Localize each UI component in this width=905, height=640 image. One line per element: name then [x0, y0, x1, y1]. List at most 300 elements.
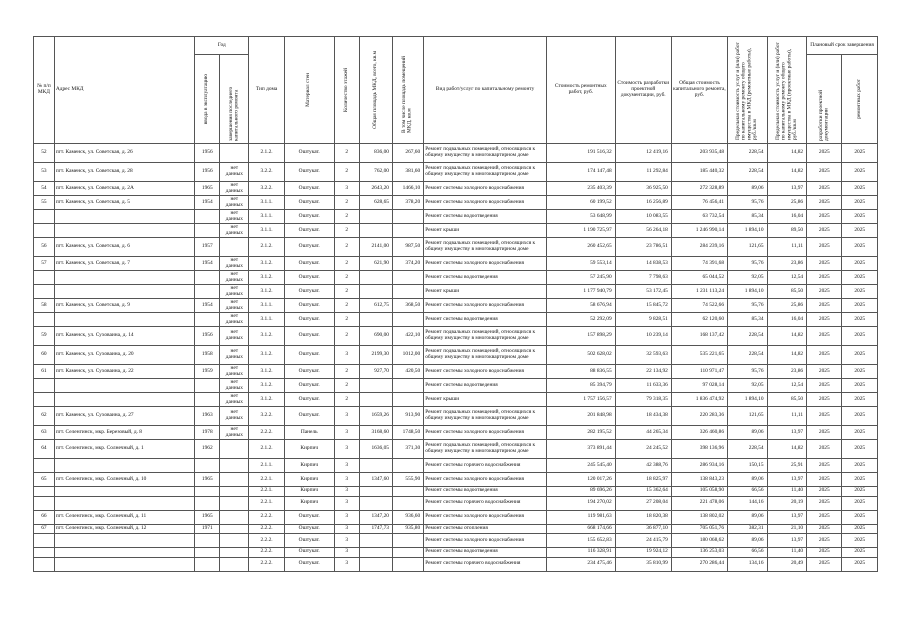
cell-t2: 2025 [842, 299, 878, 313]
cell-t1: 2025 [807, 440, 842, 459]
cell-num [34, 459, 55, 473]
cell-design: 10 083,55 [615, 210, 671, 224]
cell-fl: 3 [334, 407, 359, 426]
cell-parea [392, 224, 423, 238]
cell-type: 3.1.2. [249, 379, 284, 393]
cell-num: 61 [34, 365, 55, 379]
cell-total: 138 802,02 [671, 510, 727, 524]
cell-work: Ремонт системы холодного водоснабжения [424, 196, 547, 210]
cell-fl: 3 [334, 473, 359, 487]
cell-area: 612,75 [359, 299, 392, 313]
cell-lim2: 20,19 [767, 496, 807, 510]
cell-address: пгт. Каменск, ул. Советская, д. 7 [54, 257, 194, 271]
cell-design: 19 924,12 [615, 548, 671, 558]
table-row [34, 459, 878, 473]
cell-type: 2.2.2. [249, 548, 284, 558]
cell-t1: 2025 [807, 365, 842, 379]
cell-mat: Оштукат. [284, 534, 334, 548]
cell-type: 2.1.2. [249, 238, 284, 257]
cell-cost: 116 328,91 [547, 548, 616, 558]
cell-area [359, 548, 392, 558]
cell-num: 53 [34, 163, 55, 182]
cell-mat: Оштукат. [284, 346, 334, 365]
cell-design: 27 208,04 [615, 496, 671, 510]
cell-address: пгт. Каменск, ул. Советская, д. 6 [54, 238, 194, 257]
cell-address [54, 285, 194, 299]
cell-total: 220 283,36 [671, 407, 727, 426]
cell-area: 3168,60 [359, 426, 392, 440]
header-work-type: Вид работ/услуг по капитальному ремонту [424, 37, 547, 144]
cell-type: 2.2.1. [249, 487, 284, 497]
header-planned-term: Плановый срок завершения [807, 37, 878, 55]
cell-num [34, 210, 55, 224]
cell-fl: 2 [334, 365, 359, 379]
cell-type: 2.2.2. [249, 524, 284, 534]
cell-total: 286 934,16 [671, 459, 727, 473]
cell-y2: нет данных [220, 346, 249, 365]
cell-work: Ремонт системы горячего водоснабжения [424, 557, 547, 571]
cell-y2: нет данных [220, 407, 249, 426]
cell-lim2: 25,91 [767, 459, 807, 473]
cell-lim1: 228,54 [728, 144, 768, 163]
cell-y2: нет данных [220, 393, 249, 407]
cell-y2: нет данных [220, 426, 249, 440]
cell-mat: Оштукат. [284, 238, 334, 257]
cell-num [34, 313, 55, 327]
cell-num: 58 [34, 299, 55, 313]
cell-parea [392, 496, 423, 510]
cell-t2: 2025 [842, 440, 878, 459]
cell-t2: 2025 [842, 257, 878, 271]
cell-lim1: 1 894,10 [728, 393, 768, 407]
cell-area: 927,70 [359, 365, 392, 379]
header-wall-material: Материал стен [284, 37, 334, 144]
table-row [34, 557, 878, 571]
cell-num: 56 [34, 238, 55, 257]
cell-cost: 373 891,44 [547, 440, 616, 459]
cell-num [34, 534, 55, 548]
cell-design: 24 245,52 [615, 440, 671, 459]
cell-num [34, 393, 55, 407]
header-repair-cost: Стоимость ремонтных работ, руб. [547, 37, 616, 144]
cell-work: Ремонт системы водоотведения [424, 271, 547, 285]
cell-y1 [195, 487, 220, 497]
cell-lim2: 11,11 [767, 407, 807, 426]
cell-type: 3.1.2. [249, 365, 284, 379]
cell-lim1: 144,16 [728, 496, 768, 510]
cell-y1: 1963 [195, 407, 220, 426]
cell-parea: 422,10 [392, 327, 423, 346]
cell-t1: 2025 [807, 271, 842, 285]
cell-work: Ремонт подвальных помещений, относящихся к общему имуществу в многоквартирном доме [424, 327, 547, 346]
cell-total: 105 058,90 [671, 487, 727, 497]
cell-cost: 1 190 725,97 [547, 224, 616, 238]
cell-design: 10 239,14 [615, 327, 671, 346]
cell-parea: 267,60 [392, 144, 423, 163]
cell-t2: 2025 [842, 224, 878, 238]
cell-y1 [195, 271, 220, 285]
cell-y2 [220, 473, 249, 487]
cell-y2: нет данных [220, 379, 249, 393]
cell-mat: Кирпич [284, 496, 334, 510]
cell-lim1: 66,56 [728, 487, 768, 497]
cell-fl: 2 [334, 257, 359, 271]
cell-parea: 420,50 [392, 365, 423, 379]
cell-total: 76 456,41 [671, 196, 727, 210]
cell-type: 3.1.2. [249, 346, 284, 365]
cell-design: 79 318,35 [615, 393, 671, 407]
cell-y1 [195, 224, 220, 238]
cell-lim1: 1 894,10 [728, 285, 768, 299]
cell-num: 60 [34, 346, 55, 365]
cell-parea [392, 271, 423, 285]
cell-mat: Оштукат. [284, 557, 334, 571]
cell-y1 [195, 557, 220, 571]
cell-t2: 2025 [842, 557, 878, 571]
header-floors: Количество этажей [334, 37, 359, 144]
cell-cost: 1 177 940,79 [547, 285, 616, 299]
cell-area [359, 379, 392, 393]
cell-num: 63 [34, 426, 55, 440]
header-term-design: разработки проектной документации [807, 55, 842, 144]
cell-lim2: 14,82 [767, 440, 807, 459]
cell-cost: 234 475,46 [547, 557, 616, 571]
cell-y1 [195, 459, 220, 473]
cell-y1: 1954 [195, 299, 220, 313]
cell-y2 [220, 238, 249, 257]
cell-work: Ремонт подвальных помещений, относящихся к общему имуществу в многоквартирном доме [424, 238, 547, 257]
table-row [34, 534, 878, 548]
cell-num: 67 [34, 524, 55, 534]
header-num: № п/п МКД [34, 37, 55, 144]
cell-work: Ремонт крыши [424, 285, 547, 299]
cell-parea [392, 548, 423, 558]
cell-address: пгт. Каменск, ул. Суховаина, д. 14 [54, 327, 194, 346]
cell-total: 168 137,42 [671, 327, 727, 346]
cell-address: пгт. Селенгинск, мкр. Солнечный, д. 11 [54, 510, 194, 524]
cell-num: 52 [34, 144, 55, 163]
cell-work: Ремонт системы водоотведения [424, 487, 547, 497]
cell-mat: Оштукат. [284, 365, 334, 379]
cell-design: 18 820,38 [615, 510, 671, 524]
cell-parea: 935,80 [392, 524, 423, 534]
cell-area [359, 487, 392, 497]
cell-y1: 1978 [195, 426, 220, 440]
cell-lim1: 228,54 [728, 440, 768, 459]
table-row [34, 440, 878, 459]
cell-t1: 2025 [807, 299, 842, 313]
cell-type: 2.2.2. [249, 426, 284, 440]
cell-fl: 2 [334, 163, 359, 182]
cell-lim2: 13,97 [767, 426, 807, 440]
cell-cost: 52 292,09 [547, 313, 616, 327]
cell-fl: 2 [334, 196, 359, 210]
table-row [34, 196, 878, 210]
cell-work: Ремонт системы холодного водоснабжения [424, 365, 547, 379]
cell-area [359, 534, 392, 548]
cell-num [34, 271, 55, 285]
cell-address: пгт. Каменск, ул. Советская, д. 5 [54, 196, 194, 210]
cell-mat: Оштукат. [284, 393, 334, 407]
cell-area [359, 459, 392, 473]
cell-type: 3.2.2. [249, 407, 284, 426]
header-total-area: Общая площадь МКД, всего, кв.м [359, 37, 392, 144]
cell-lim1: 89,06 [728, 182, 768, 196]
cell-t2: 2025 [842, 496, 878, 510]
cell-work: Ремонт системы горячего водоснабжения [424, 496, 547, 510]
cell-total: 272 328,89 [671, 182, 727, 196]
cell-t1: 2025 [807, 524, 842, 534]
cell-work: Ремонт системы водоотведения [424, 379, 547, 393]
cell-design: 15 845,72 [615, 299, 671, 313]
cell-work: Ремонт системы водоотведения [424, 210, 547, 224]
cell-t2: 2025 [842, 144, 878, 163]
cell-parea: 371,30 [392, 440, 423, 459]
cell-total: 398 136,96 [671, 440, 727, 459]
cell-lim1: 228,54 [728, 327, 768, 346]
cell-work: Ремонт крыши [424, 224, 547, 238]
cell-total: 1 231 113,24 [671, 285, 727, 299]
table-row [34, 313, 878, 327]
cell-t1: 2025 [807, 224, 842, 238]
cell-total: 1 836 474,92 [671, 393, 727, 407]
cell-address [54, 534, 194, 548]
header-year: Год [195, 37, 249, 55]
cell-y2 [220, 557, 249, 571]
cell-lim1: 89,06 [728, 510, 768, 524]
cell-lim1: 85,34 [728, 313, 768, 327]
cell-num [34, 548, 55, 558]
cell-mat: Оштукат. [284, 224, 334, 238]
cell-y2: нет данных [220, 285, 249, 299]
cell-y2 [220, 487, 249, 497]
cell-lim1: 89,06 [728, 426, 768, 440]
cell-type: 2.1.2. [249, 144, 284, 163]
cell-t2: 2025 [842, 407, 878, 426]
cell-num: 62 [34, 407, 55, 426]
cell-t1: 2025 [807, 285, 842, 299]
cell-y1 [195, 534, 220, 548]
cell-y2: нет данных [220, 196, 249, 210]
cell-design: 7 798,63 [615, 271, 671, 285]
cell-fl: 3 [334, 459, 359, 473]
header-year-commission: ввода в эксплуатацию [195, 55, 220, 144]
cell-lim1: 121,65 [728, 407, 768, 426]
cell-type: 2.2.1. [249, 496, 284, 510]
cell-num [34, 487, 55, 497]
cell-t2: 2025 [842, 365, 878, 379]
table-row [34, 271, 878, 285]
cell-y1: 1956 [195, 144, 220, 163]
cell-work: Ремонт системы водоотведения [424, 313, 547, 327]
cell-y2: нет данных [220, 224, 249, 238]
cell-design: 24 415,79 [615, 534, 671, 548]
cell-cost: 235 403,39 [547, 182, 616, 196]
cell-num: 66 [34, 510, 55, 524]
table-row [34, 548, 878, 558]
cell-fl: 3 [334, 510, 359, 524]
cell-address: пгт. Каменск, ул. Суховаина, д. 27 [54, 407, 194, 426]
cell-lim2: 23,86 [767, 257, 807, 271]
cell-work: Ремонт системы отопления [424, 524, 547, 534]
cell-mat: Кирпич [284, 459, 334, 473]
cell-y1: 1965 [195, 182, 220, 196]
cell-total: 180 068,62 [671, 534, 727, 548]
cell-fl: 2 [334, 271, 359, 285]
cell-lim2: 11,40 [767, 548, 807, 558]
cell-t1: 2025 [807, 257, 842, 271]
cell-parea: 936,60 [392, 510, 423, 524]
cell-lim1: 150,15 [728, 459, 768, 473]
cell-design: 32 593,63 [615, 346, 671, 365]
cell-design: 12 419,16 [615, 144, 671, 163]
cell-address: пгт. Каменск, ул. Советская, д. 28 [54, 163, 194, 182]
cell-address: пгт. Селенгинск, мкр. Солнечный, д. 1 [54, 440, 194, 459]
cell-design: 36 877,10 [615, 524, 671, 534]
cell-mat: Оштукат. [284, 210, 334, 224]
cell-area: 621,90 [359, 257, 392, 271]
cell-cost: 502 628,02 [547, 346, 616, 365]
cell-y2: нет данных [220, 210, 249, 224]
cell-num: 65 [34, 473, 55, 487]
cell-parea: 1748,50 [392, 426, 423, 440]
cell-cost: 59 553,14 [547, 257, 616, 271]
cell-parea [392, 210, 423, 224]
cell-design: 15 362,64 [615, 487, 671, 497]
cell-mat: Оштукат. [284, 299, 334, 313]
cell-design: 9 828,51 [615, 313, 671, 327]
cell-address [54, 379, 194, 393]
header-total-cost: Общая стоимость капитального ремонта, руб. [671, 37, 727, 144]
table-row [34, 285, 878, 299]
cell-parea: 374,20 [392, 257, 423, 271]
cell-lim2: 85,50 [767, 393, 807, 407]
cell-type: 2.1.1. [249, 459, 284, 473]
cell-mat: Оштукат. [284, 379, 334, 393]
cell-parea: 1012,00 [392, 346, 423, 365]
cell-t2: 2025 [842, 379, 878, 393]
cell-cost: 85 394,79 [547, 379, 616, 393]
cell-t2: 2025 [842, 271, 878, 285]
cell-t1: 2025 [807, 238, 842, 257]
cell-t1: 2025 [807, 346, 842, 365]
cell-lim1: 89,06 [728, 534, 768, 548]
header-house-type: Тип дома [249, 37, 284, 144]
cell-fl: 3 [334, 524, 359, 534]
cell-fl: 3 [334, 487, 359, 497]
cell-t1: 2025 [807, 510, 842, 524]
cell-parea [392, 459, 423, 473]
cell-total: 74 522,66 [671, 299, 727, 313]
header-premises-area: В том числе площадь помещений МКД, кв.м [392, 37, 423, 144]
cell-cost: 1 757 156,57 [547, 393, 616, 407]
cell-mat: Оштукат. [284, 285, 334, 299]
header-year-last-repair: завершения последнего капитального ремонта [220, 55, 249, 144]
cell-address [54, 224, 194, 238]
cell-y1 [195, 496, 220, 510]
cell-cost: 58 676,94 [547, 299, 616, 313]
cell-mat: Оштукат. [284, 163, 334, 182]
cell-address: пгт. Каменск, ул. Советская, д. 9 [54, 299, 194, 313]
cell-area [359, 496, 392, 510]
cell-t2: 2025 [842, 196, 878, 210]
cell-fl: 2 [334, 210, 359, 224]
cell-y1: 1958 [195, 346, 220, 365]
cell-address [54, 210, 194, 224]
cell-y1: 1965 [195, 473, 220, 487]
cell-total: 110 971,47 [671, 365, 727, 379]
cell-lim1: 382,31 [728, 524, 768, 534]
cell-design: 23 786,51 [615, 238, 671, 257]
cell-cost: 201 848,98 [547, 407, 616, 426]
cell-y2 [220, 496, 249, 510]
cell-t2: 2025 [842, 524, 878, 534]
cell-lim2: 20,49 [767, 557, 807, 571]
cell-cost: 282 195,52 [547, 426, 616, 440]
cell-t2: 2025 [842, 327, 878, 346]
cell-mat: Оштукат. [284, 271, 334, 285]
cell-area [359, 285, 392, 299]
cell-address [54, 487, 194, 497]
cell-fl: 2 [334, 313, 359, 327]
cell-parea: 987,50 [392, 238, 423, 257]
cell-lim1: 95,76 [728, 257, 768, 271]
cell-address: пгт. Селенгинск, мкр. Солнечный, д. 10 [54, 473, 194, 487]
cell-y1: 1959 [195, 365, 220, 379]
cell-mat: Оштукат. [284, 257, 334, 271]
cell-t1: 2025 [807, 182, 842, 196]
capital-repair-table [33, 36, 878, 572]
table-row [34, 210, 878, 224]
cell-work: Ремонт системы холодного водоснабжения [424, 426, 547, 440]
cell-num [34, 285, 55, 299]
cell-num: 55 [34, 196, 55, 210]
table-row [34, 365, 878, 379]
cell-area [359, 393, 392, 407]
cell-lim2: 21,10 [767, 524, 807, 534]
cell-y2: нет данных [220, 299, 249, 313]
table-row [34, 238, 878, 257]
cell-address [54, 459, 194, 473]
cell-y1: 1957 [195, 238, 220, 257]
cell-lim2: 85,50 [767, 285, 807, 299]
cell-work: Ремонт подвальных помещений, относящихся к общему имуществу в многоквартирном доме [424, 163, 547, 182]
cell-work: Ремонт системы горячего водоснабжения [424, 459, 547, 473]
cell-area: 690,00 [359, 327, 392, 346]
table-row [34, 496, 878, 510]
cell-design: 11 633,36 [615, 379, 671, 393]
cell-fl: 2 [334, 224, 359, 238]
cell-total: 1 246 990,14 [671, 224, 727, 238]
cell-y2: нет данных [220, 257, 249, 271]
cell-mat: Оштукат. [284, 144, 334, 163]
cell-lim1: 134,16 [728, 557, 768, 571]
cell-lim1: 95,76 [728, 196, 768, 210]
cell-area: 762,00 [359, 163, 392, 182]
cell-y1 [195, 393, 220, 407]
cell-address: пгт. Каменск, ул. Советская, д. 2А [54, 182, 194, 196]
cell-design: 35 810,99 [615, 557, 671, 571]
cell-mat: Оштукат. [284, 524, 334, 534]
table-body [34, 144, 878, 572]
cell-y2 [220, 534, 249, 548]
cell-t1: 2025 [807, 144, 842, 163]
cell-lim2: 89,50 [767, 224, 807, 238]
cell-fl: 2 [334, 327, 359, 346]
cell-parea: 381,60 [392, 163, 423, 182]
cell-type: 3.2.2. [249, 182, 284, 196]
cell-lim2: 14,82 [767, 144, 807, 163]
